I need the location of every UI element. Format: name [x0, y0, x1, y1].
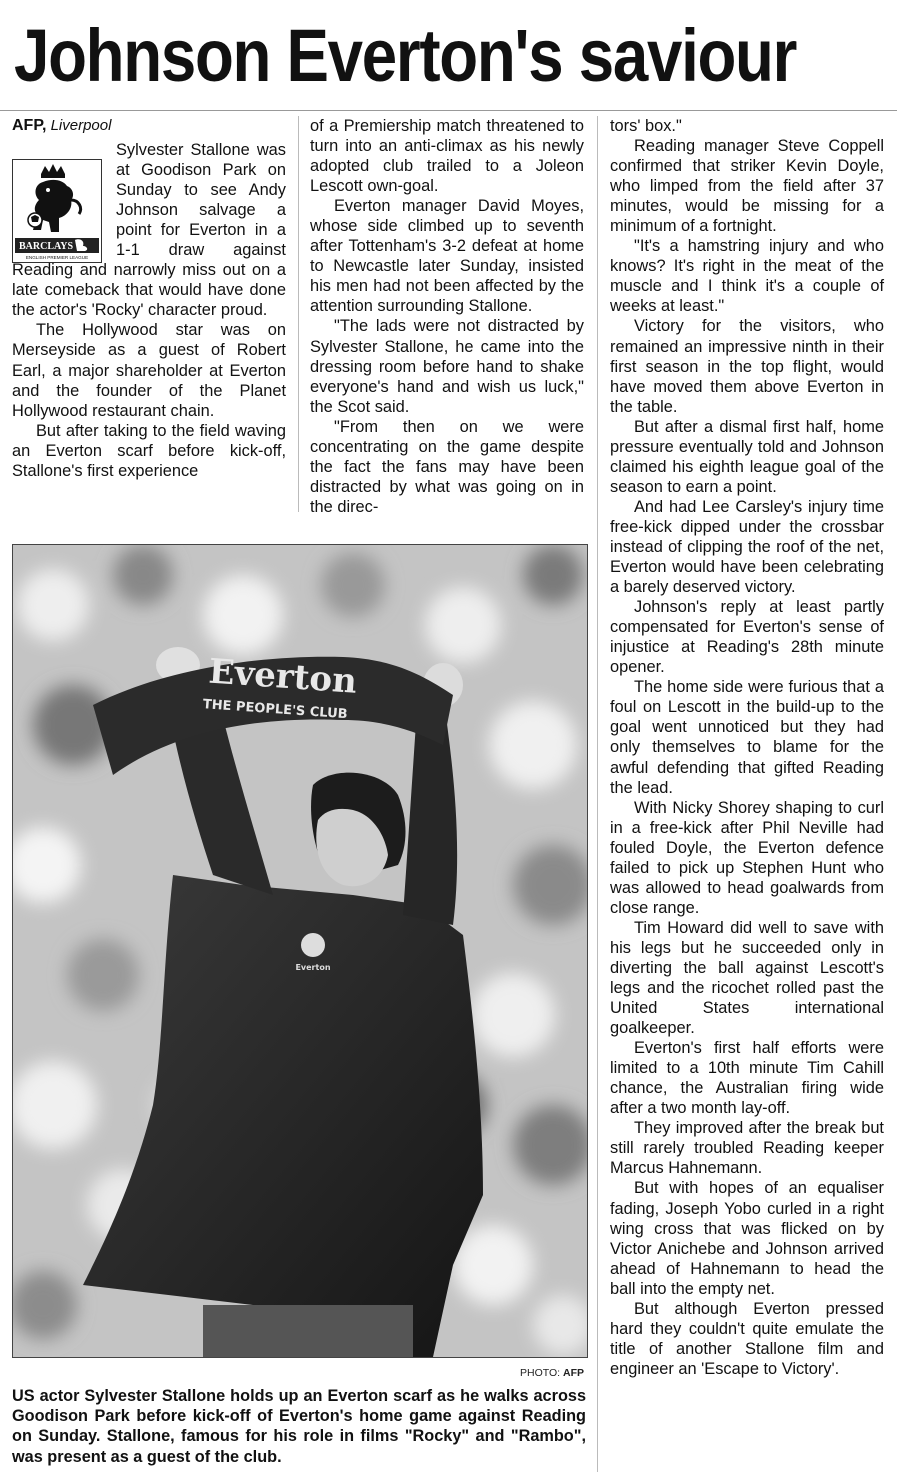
article-column-1	[12, 140, 286, 481]
paragraph: Everton manager David Moyes, whose side climbed up to seventh after Tottenham's 3-2 defeat at home to Newcastle later Sunday, insisted his men had not been affected by the attention surrounding Stallone.	[310, 197, 584, 316]
paragraph: Everton's first half efforts were limited to a 10th minute Tim Cahill chance, the Australian firing wide after a two month lay-off.	[610, 1039, 884, 1118]
scarf-text: Everton	[207, 651, 359, 702]
news-photo	[12, 544, 588, 1358]
paragraph: The Hollywood star was on Merseyside as a guest of Robert Earl, a major shareholder at Everton and the founder of the Planet Hollywood restaurant chain.	[12, 321, 286, 420]
logo-league: ENGLISH PREMIER LEAGUE	[25, 255, 89, 260]
photo-credit	[470, 1367, 584, 1379]
stallone-photo-illustration	[13, 545, 587, 1357]
logo-brand: BARCLAYS	[19, 241, 74, 252]
photo-credit-agency: AFP	[563, 1367, 584, 1379]
scarf-subtext: THE PEOPLE'S CLUB	[202, 697, 349, 723]
headline: Johnson Everton's saviour	[14, 14, 797, 97]
column-divider	[597, 116, 598, 1472]
jacket-crest-text: Everton	[295, 963, 331, 972]
byline	[12, 116, 111, 136]
article-column-2	[310, 116, 584, 517]
paragraph: "The lads were not distracted by Sylvester Stallone, he came into the dressing room before hand to shake everyone's hand and wish us luck," the Scot said.	[310, 317, 584, 416]
photo-caption: US actor Sylvester Stallone holds up an Everton scarf as he walks across Goodison Park before kick-off of Everton's home game against Reading on Sunday. Stallone, famous for his role in films "Rocky" and "Rambo", was present as a guest of the club.	[12, 1387, 586, 1466]
paragraph: Tim Howard did well to save with his legs but he succeeded only in diverting the ball against Lescott's legs and the ricochet rolled past the United States international goalkeeper.	[610, 918, 884, 1038]
byline-agency: AFP,	[12, 117, 47, 134]
paragraph: "From then on we were concentrating on the game despite the fact the fans may have been distracted by what was going on in the direc-	[310, 417, 584, 516]
paragraph: But with hopes of an equaliser fading, Joseph Yobo curled in a right wing cross that was flicked on by Victor Anichebe and Johnson arrived ahead of Hahnemann to head the ball into the empty net.	[610, 1179, 884, 1298]
photo-credit-label: PHOTO:	[520, 1367, 561, 1379]
byline-city: Liverpool	[50, 117, 112, 134]
paragraph: They improved after the break but still rarely troubled Reading keeper Marcus Hahnemann.	[610, 1119, 884, 1178]
article-column-3	[610, 116, 884, 1379]
paragraph: And had Lee Carsley's injury time free-kick dipped under the crossbar instead of clipping the roof of the net, Everton would have been celebrating a barely deserved victory.	[610, 497, 884, 597]
paragraph: Sylvester Stallone was at Goodison Park on Sunday to see Andy Johnson salvage a point for Everton in a 1-1 draw against Reading and narrowly miss out on a late comeback that would have done the actor's 'Rocky' character proud.	[12, 141, 286, 320]
paragraph: tors' box."	[610, 117, 682, 135]
paragraph: The home side were furious that a foul on Lescott in the build-up to the goal went unnoticed but they had only themselves to blame for the awful defending that gifted Reading the lead.	[610, 678, 884, 797]
paragraph: of a Premiership match threatened to turn into an anti-climax as his newly adopted club trailed to a Joleon Lescott own-goal.	[310, 117, 584, 196]
paragraph: Johnson's reply at least partly compensated for Everton's sense of injustice at Reading's 28th minute opener.	[610, 598, 884, 677]
headline-rule	[0, 110, 897, 111]
paragraph: With Nicky Shorey shaping to curl in a free-kick after Phil Neville had fouled Doyle, the Everton defence failed to pick up Stephen Hunt who was allowed to head goalwards from close range.	[610, 798, 884, 917]
paragraph: Reading manager Steve Coppell confirmed that striker Kevin Doyle, who limped from the field after 37 minutes, would be missing for a minimum of a fortnight.	[610, 137, 884, 236]
paragraph: "It's a hamstring injury and who knows? It's right in the meat of the muscle and I think it's a couple of weeks at least."	[610, 237, 884, 316]
paragraph: Victory for the visitors, who remained an impressive ninth in their first season in the top flight, would have moved them above Everton in the table.	[610, 317, 884, 416]
paragraph: But after a dismal first half, home pressure eventually told and Johnson claimed his eighth league goal of the season to earn a point.	[610, 417, 884, 496]
paragraph: But although Everton pressed hard they couldn't quite emulate the title of another Stallone film and engineer an 'Escape to Victory'.	[610, 1299, 884, 1378]
column-divider	[298, 116, 299, 512]
paragraph: But after taking to the field waving an Everton scarf before kick-off, Stallone's first experience	[12, 421, 286, 480]
